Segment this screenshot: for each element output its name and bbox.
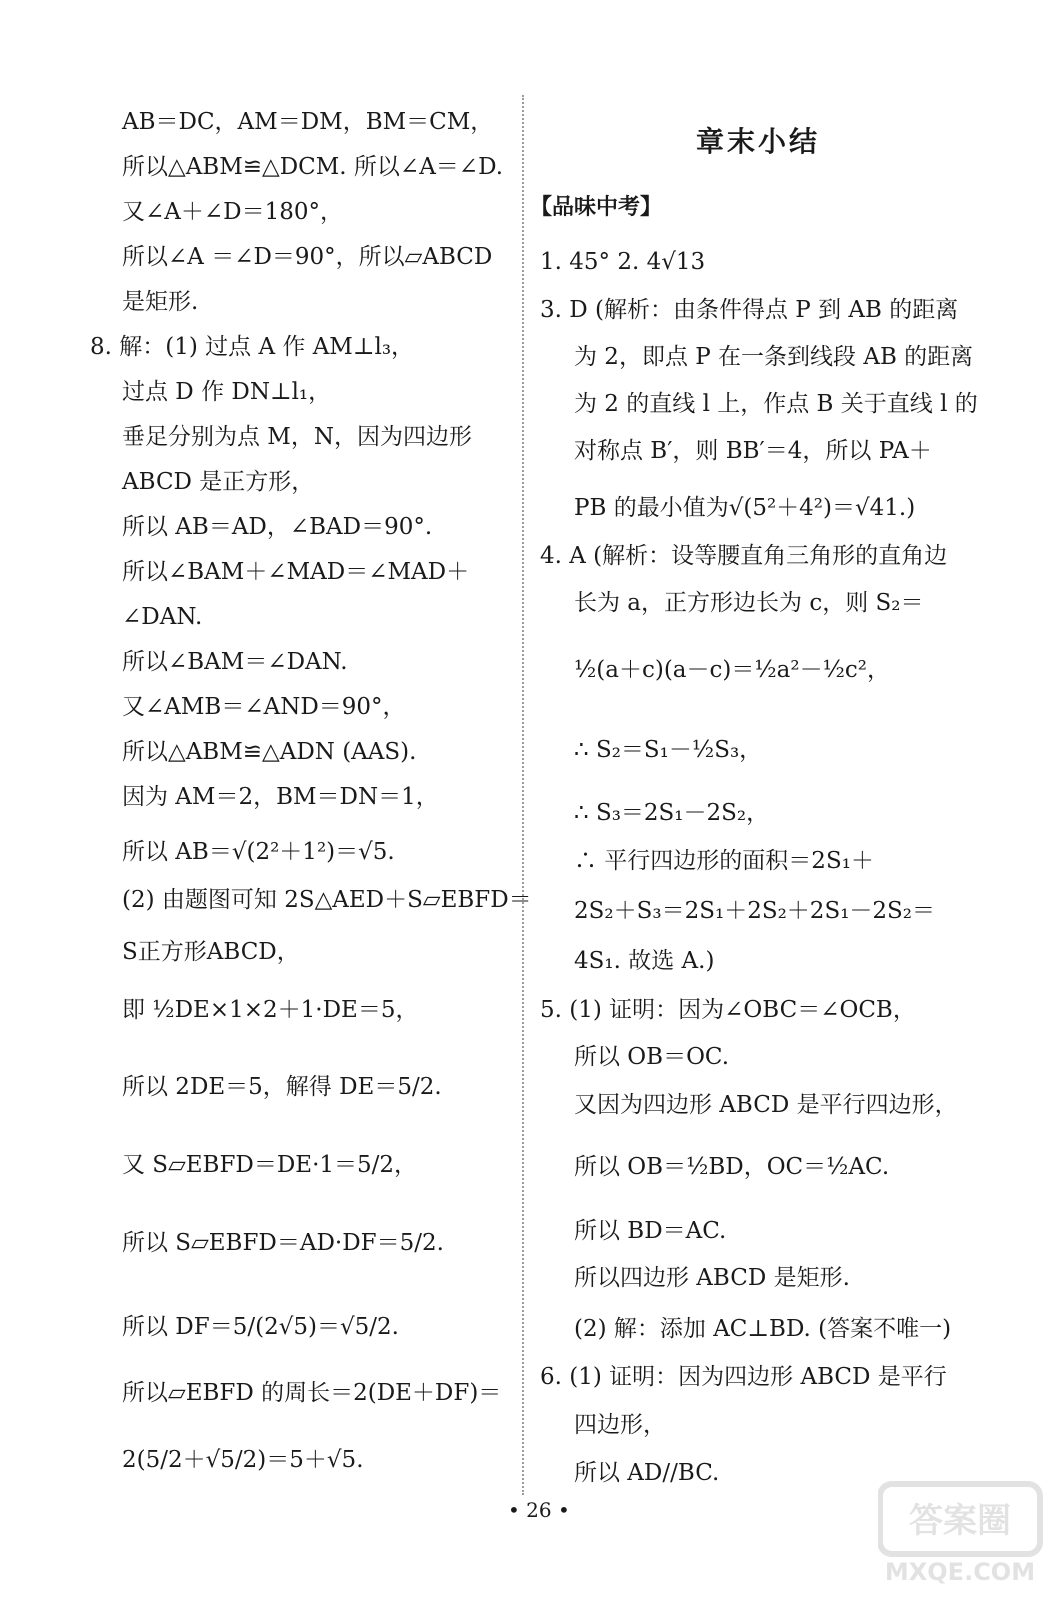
left-text-line: 所以∠BAM＝∠DAN. [122, 649, 348, 675]
left-text-line: 因为 AM＝2，BM＝DN＝1， [122, 784, 439, 810]
left-text-line: (2) 由题图可知 2S△AED＋S▱EBFD＝ [122, 887, 532, 913]
svg-text:MXQE.COM: MXQE.COM [884, 1558, 1036, 1586]
left-text-line: 所以∠BAM＋∠MAD＝∠MAD＋ [122, 559, 470, 585]
left-text-line: S正方形ABCD， [122, 939, 300, 965]
left-text-line: 所以 AB＝AD，∠BAD＝90°. [122, 514, 433, 540]
left-text-line: 过点 D 作 DN⊥l₁， [122, 379, 332, 405]
left-text-line: 所以 DF＝5/(2√5)＝√5/2. [122, 1314, 399, 1340]
right-text-line: 所以 OB＝½BD，OC＝½AC. [574, 1154, 890, 1180]
right-text-line: 所以四边形 ABCD 是矩形. [574, 1265, 850, 1291]
left-text-line: 是矩形. [122, 289, 199, 315]
right-text-line: 为 2，即点 P 在一条到线段 AB 的距离 [574, 344, 974, 370]
right-text-line: (2) 解：添加 AC⊥BD. (答案不唯一) [574, 1316, 952, 1342]
watermark-logo [878, 1480, 1048, 1590]
left-text-line: 又 S▱EBFD＝DE·1＝5/2， [122, 1152, 418, 1178]
right-text-line: ∴ 平行四边形的面积＝2S₁＋ [574, 848, 874, 874]
right-text-line: 2S₂＋S₃＝2S₁＋2S₂＋2S₁－2S₂＝ [574, 898, 936, 924]
left-text-line: ∠DAN. [122, 604, 203, 630]
right-text-line: 6. (1) 证明：因为四边形 ABCD 是平行 [540, 1364, 947, 1390]
right-text-line: 长为 a，正方形边长为 c，则 S₂＝ [574, 590, 924, 616]
right-text-line: ∴ S₂＝S₁－½S₃， [574, 737, 763, 763]
right-text-line: 又因为四边形 ABCD 是平行四边形， [574, 1092, 958, 1118]
chapter-summary-heading: 章末小结 [696, 125, 821, 158]
left-text-line: 即 ½DE×1×2＋1·DE＝5， [122, 997, 419, 1023]
left-text-line: 所以∠A ＝∠D＝90°，所以▱ABCD [122, 244, 493, 270]
right-text-line: 4. A (解析：设等腰直角三角形的直角边 [540, 543, 948, 569]
right-text-line: 1. 45° 2. 4√13 [540, 249, 706, 275]
left-text-line: 2(5/2＋√5/2)＝5＋√5. [122, 1447, 364, 1473]
left-text-line: 所以 2DE＝5，解得 DE＝5/2. [122, 1074, 442, 1100]
right-text-line: PB 的最小值为√(5²＋4²)＝√41.) [574, 495, 916, 521]
right-text-line: 4S₁. 故选 A.) [574, 948, 715, 974]
svg-text:答案圈: 答案圈 [909, 1501, 1011, 1541]
section-label: 【品味中考】 [530, 195, 663, 220]
right-text-line: ∴ S₃＝2S₁－2S₂， [574, 800, 770, 826]
left-text-line: 所以△ABM≌△DCM. 所以∠A＝∠D. [122, 154, 504, 180]
left-text-line: 垂足分别为点 M，N，因为四边形 [122, 424, 472, 450]
right-text-line: 所以 OB＝OC. [574, 1044, 730, 1070]
right-text-line: 所以 BD＝AC. [574, 1218, 727, 1244]
right-text-line: 四边形， [574, 1412, 666, 1438]
left-text-line: ABCD 是正方形， [122, 469, 315, 495]
right-text-line: 所以 AD//BC. [574, 1460, 720, 1486]
left-text-line: 又∠A＋∠D＝180°， [122, 199, 343, 225]
left-text-line: 所以▱EBFD 的周长＝2(DE＋DF)＝ [122, 1380, 502, 1406]
right-text-line: 为 2 的直线 l 上，作点 B 关于直线 l 的 [574, 391, 978, 417]
right-text-line: ½(a＋c)(a－c)＝½a²－½c²， [574, 657, 890, 683]
right-text-line: 对称点 B′，则 BB′＝4，所以 PA＋ [574, 438, 932, 464]
right-text-line: 5. (1) 证明：因为∠OBC＝∠OCB， [540, 997, 916, 1023]
left-text-line: AB＝DC，AM＝DM，BM＝CM， [122, 109, 494, 135]
column-divider [522, 95, 524, 1495]
left-text-line: 所以 AB＝√(2²＋1²)＝√5. [122, 839, 395, 865]
left-text-line: 所以△ABM≌△ADN (AAS). [122, 739, 417, 765]
page-number: • 26 • [508, 1498, 570, 1522]
left-text-line: 又∠AMB＝∠AND＝90°， [122, 694, 406, 720]
left-text-line: 8. 解：(1) 过点 A 作 AM⊥l₃， [90, 334, 415, 360]
right-text-line: 3. D (解析：由条件得点 P 到 AB 的距离 [540, 297, 959, 323]
left-text-line: 所以 S▱EBFD＝AD·DF＝5/2. [122, 1230, 444, 1256]
